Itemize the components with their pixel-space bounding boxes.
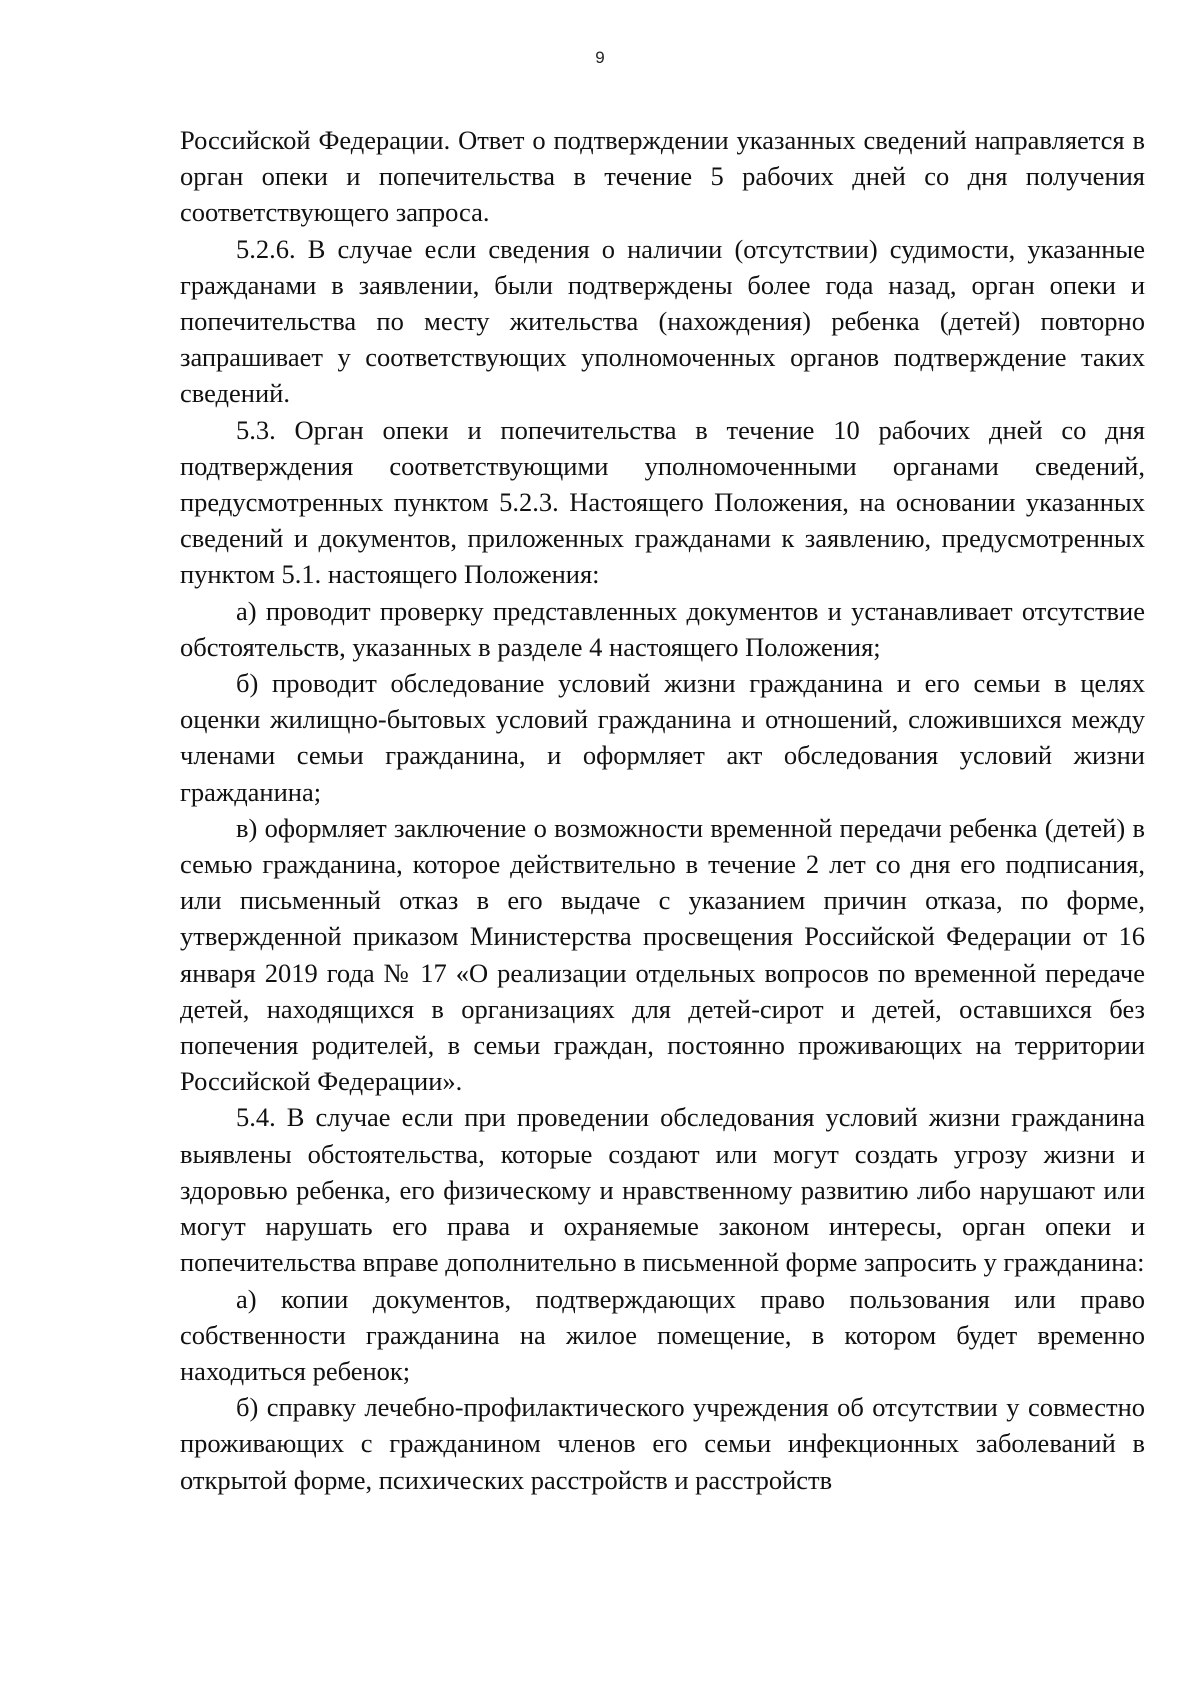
paragraph-continuation: Российской Федерации. Ответ о подтверждении указанных сведений направляется в орган опеки и попечительства в течение 5 рабочих дней со дня получения соответствующего запроса. (180, 125, 1145, 228)
paragraph-5-3-b: б) проводит обследование условий жизни гражданина и его семьи в целях оценки жилищно-бытовых условий гражданина и отношений, сложившихся между членами семьи гражданина, и оформляет акт обследования условий жизни гражданина; (180, 668, 1145, 807)
paragraph-5-3-v: в) оформляет заключение о возможности временной передачи ребенка (детей) в семью гражданина, которое действительно в течение 2 лет со дня его подписания, или письменный отказ в его выдаче с указанием причин отказа, по форме, утвержденной приказом Министерства просвещения Российской Федерации от 16 января 2019 года № 17 «О реализации отдельных вопросов по временной передаче детей, находящихся в организациях для детей-сирот и детей, оставшихся без попечения родителей, в семьи граждан, постоянно проживающих на территории Российской Федерации». (180, 812, 1145, 1097)
paragraph-5-4: 5.4. В случае если при проведении обследования условий жизни гражданина выявлены обстоятельства, которые создают или могут создать угрозу жизни и здоровью ребенка, его физическому и нравственному развитию либо нарушают или могут нарушать его права и охраняемые законом интересы, орган опеки и попечительства вправе дополнительно в письменной форме запросить у гражданина: (180, 1102, 1145, 1278)
paragraph-5-4-b: б) справку лечебно-профилактического учреждения об отсутствии у совместно проживающих с гражданином членов его семьи инфекционных заболеваний в открытой форме, психических расстройств и расстройств (180, 1392, 1145, 1495)
document-body (180, 122, 1145, 1498)
paragraph-5-4-a: а) копии документов, подтверждающих право пользования или право собственности гражданина на жилое помещение, в котором будет временно находиться ребенок; (180, 1283, 1145, 1386)
paragraph-5-2-6: 5.2.6. В случае если сведения о наличии (отсутствии) судимости, указанные гражданами в заявлении, были подтверждены более года назад, орган опеки и попечительства по месту жительства (нахождения) ребенка (детей) повторно запрашивает у соответствующих уполномоченных органов подтверждение таких сведений. (180, 233, 1145, 409)
paragraph-5-3-a: а) проводит проверку представленных документов и устанавливает отсутствие обстоятельств, указанных в разделе 4 настоящего Положения; (180, 595, 1145, 662)
paragraph-5-3: 5.3. Орган опеки и попечительства в течение 10 рабочих дней со дня подтверждения соответствующими уполномоченными органами сведений, предусмотренных пунктом 5.2.3. Настоящего Положения, на основании указанных сведений и документов, приложенных гражданами к заявлению, предусмотренных пунктом 5.1. настоящего Положения: (180, 414, 1145, 590)
page-number: 9 (595, 48, 605, 67)
